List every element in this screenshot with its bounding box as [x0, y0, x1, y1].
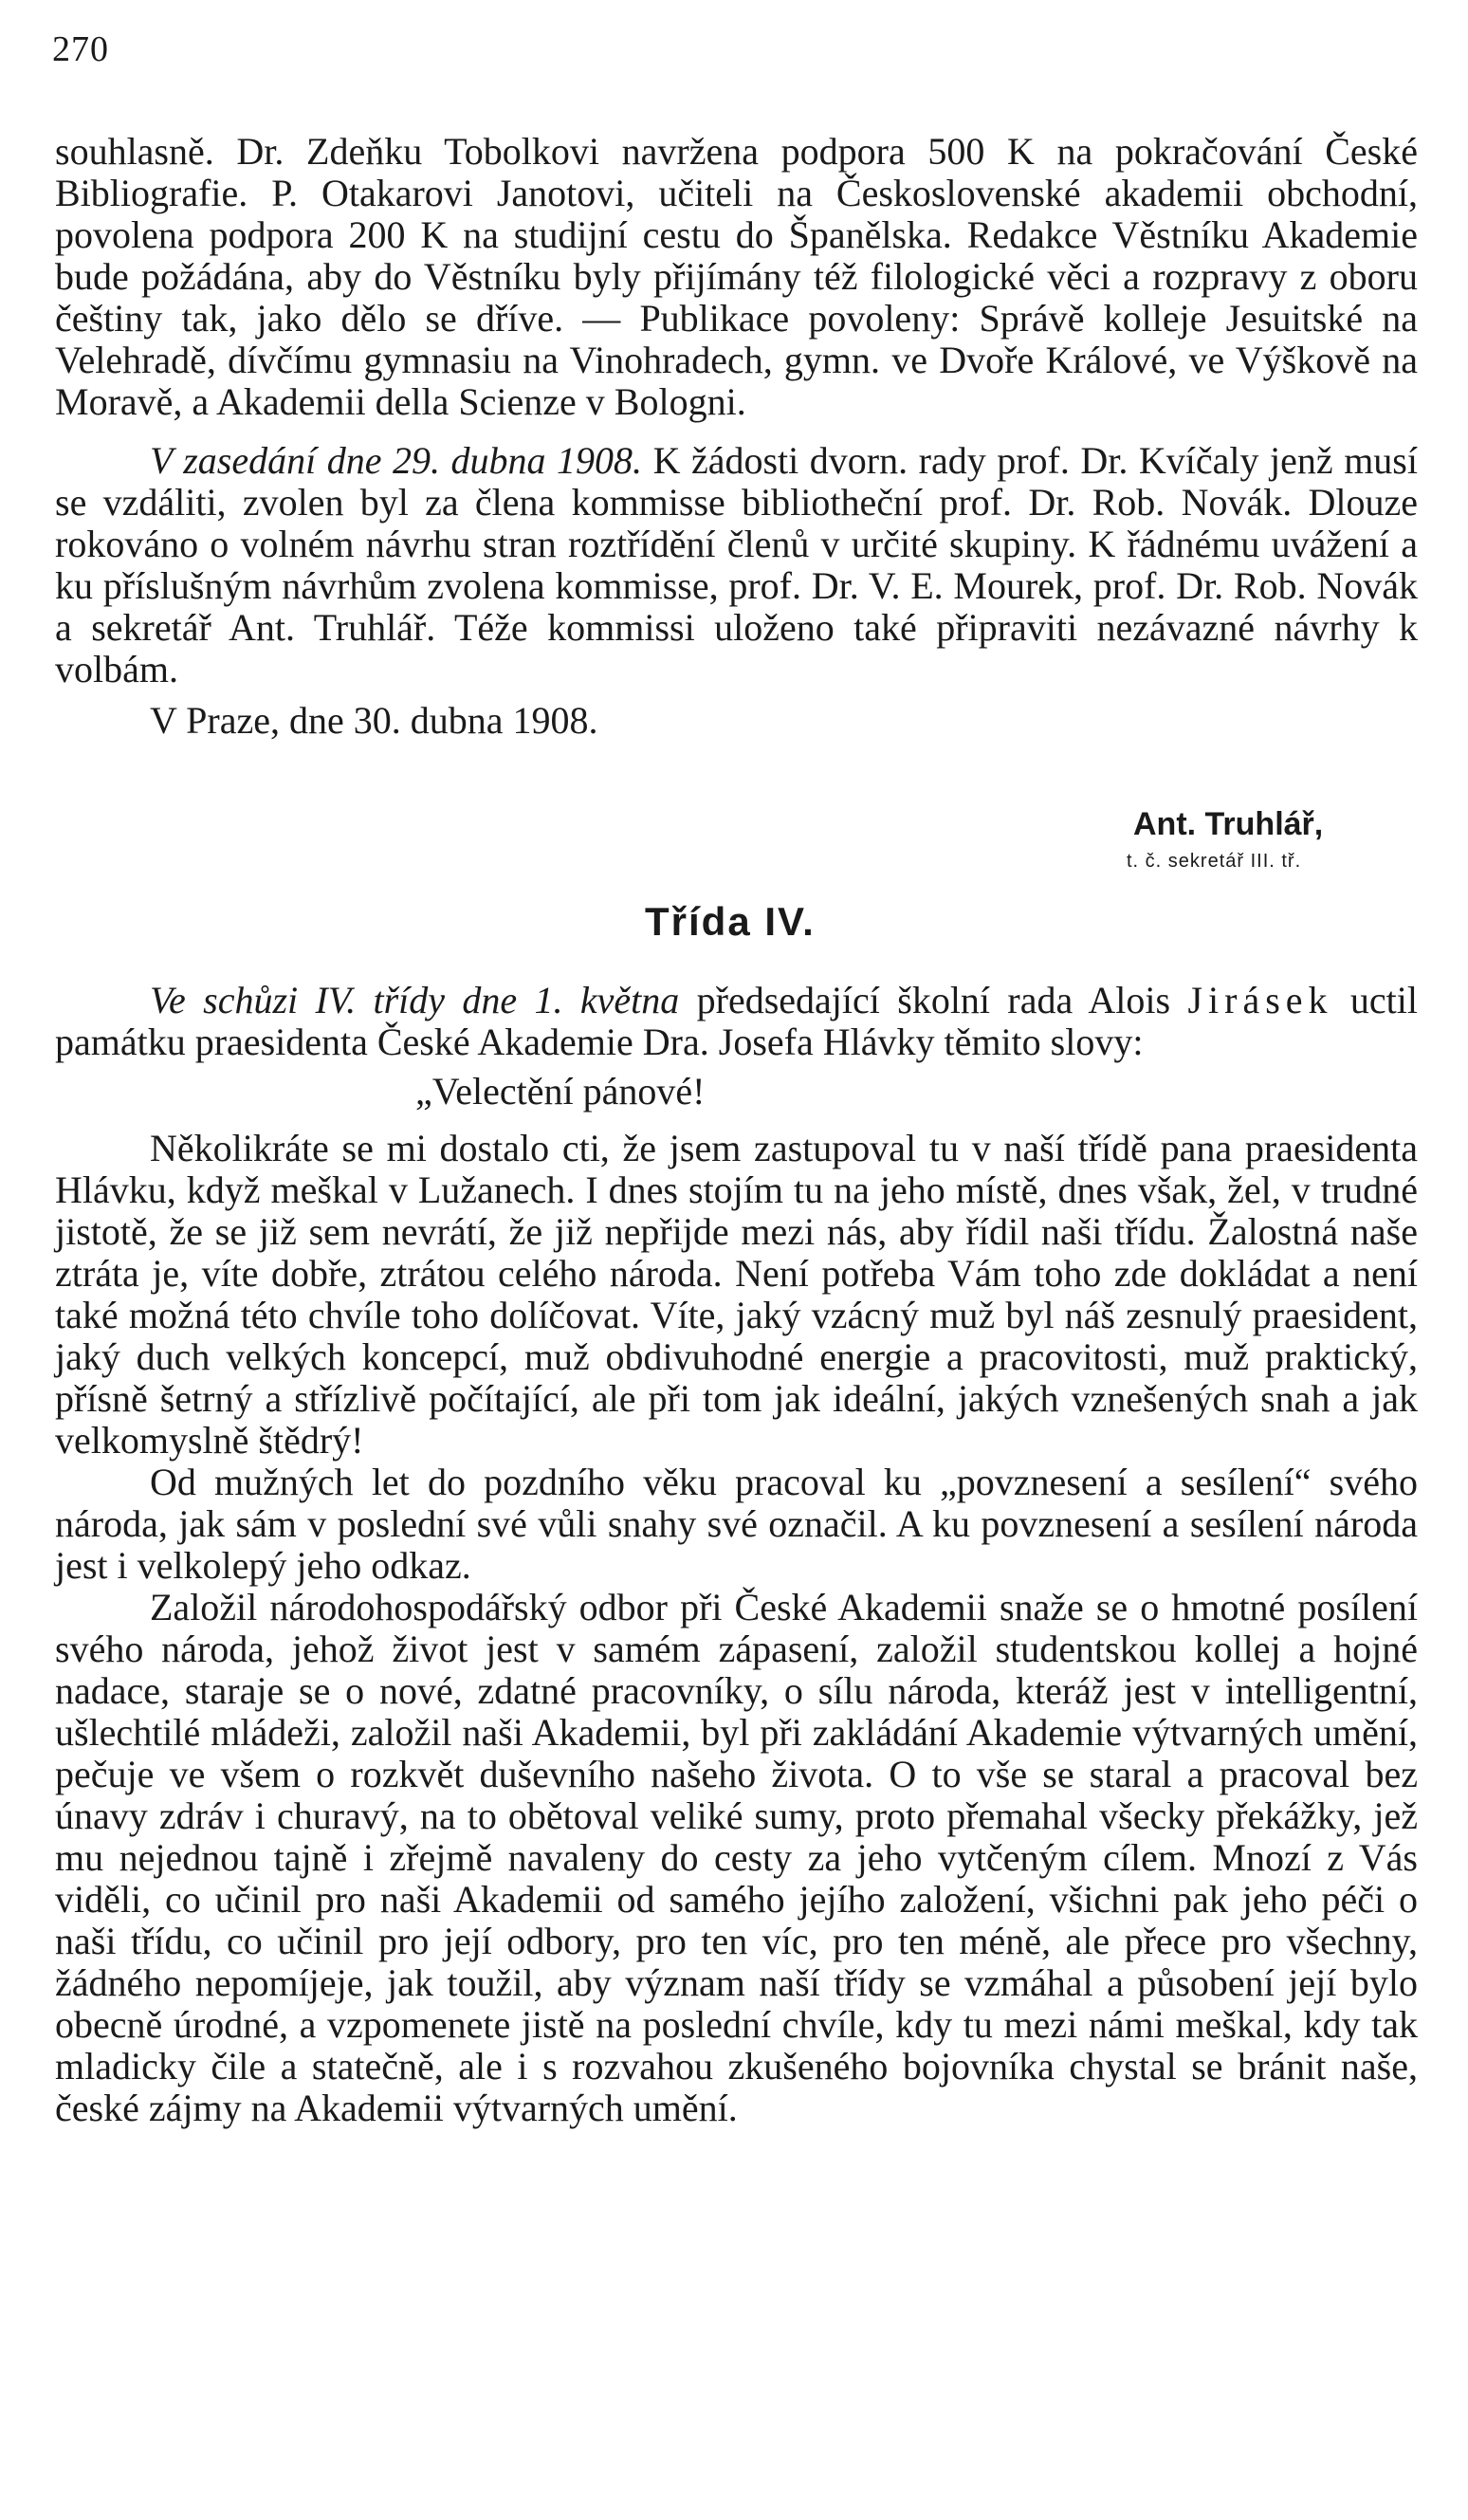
signature-name: Ant. Truhlář, [1133, 806, 1324, 842]
meeting-text: K žádosti dvorn. rady prof. Dr. Kvíčaly jenž musí se vzdáliti, zvolen byl za člena kommisse bibliotheční prof. Dr. Rob. Novák. Dlouze rokováno o volném návrhu stran roztřídění členů v určité skupiny. K řádnému uvážení a ku příslušným návrhům zvolena kommisse, prof. Dr. V. E. Mourek, prof. Dr. Rob. Novák a sekretář Ant. Truhlář. Téže kommissi uloženo také připraviti nezávazné návrhy k volbám. [55, 439, 1418, 690]
meeting-date-italic: V zasedání dne 29. dubna 1908. [150, 439, 643, 482]
section-heading: Třída IV. [645, 899, 816, 944]
class-meeting-italic: Ve schůzi IV. třídy dne 1. května [150, 979, 680, 1021]
class-meeting-text-b: uctil památku praesidenta České Akademie Dra. Josefa Hlávky těmito slovy: [55, 979, 1419, 1063]
paragraph-class-meeting [55, 980, 1418, 1063]
speech-paragraph-2: Od mužných let do pozdního věku pracoval ku „povznesení a sesílení“ svého národa, jak sám v poslední své vůli snahy své označil. A ku povznesení a sesílení národa jest i velkolepý jeho odkaz. [55, 1461, 1418, 1587]
place-date: V Praze, dne 30. dubna 1908. [150, 699, 598, 742]
upper-text-block [55, 131, 1418, 742]
paragraph-subsidies: souhlasně. Dr. Zdeňku Tobolkovi navržena podpora 500 K na pokračování České Bibliografie. P. Otakarovi Janotovi, učiteli na Československé akademii obchodní, povolena podpora 200 K na studijní cestu do Španělska. Redakce Věstníku Akademie bude požádána, aby do Věstníku byly přijímány též filologické věci a rozpravy z oboru češtiny tak, jako dělo se dříve. — Publikace povoleny: Správě kolleje Jesuitské na Velehradě, dívčímu gymnasiu na Vinohradech, gymn. ve Dvoře Králové, ve Výškově na Moravě, a Akademii della Scienze v Bologni. [55, 130, 1418, 423]
paragraph-meeting-april [55, 440, 1418, 690]
chairman-name: Jirásek [1187, 979, 1333, 1021]
speech-paragraph-1: Několikráte se mi dostalo cti, že jsem zastupoval tu v naší třídě pana praesidenta Hlávku, když meškal v Lužanech. I dnes stojím tu na jeho místě, dnes však, žel, v trudné jistotě, že se již sem nevrátí, že již nepřijde mezi nás, aby řídil naši třídu. Žalostná naše ztráta je, víte dobře, ztrátou celého národa. Není potřeba Vám toho zde dokládat a není také možná této chvíle toho dolíčovat. Víte, jaký vzácný muž byl náš zesnulý praesident, jaký duch velkých koncepcí, muž obdivuhodné energie a pracovitosti, muž praktický, přísně šetrný a střízlivě počítající, ale při tom jak ideální, jakých vznešených snah a jak velkomyslně štědrý! [55, 1127, 1418, 1462]
speech-greeting: „Velectění pánové! [415, 1070, 706, 1113]
lower-text-block [55, 980, 1418, 2129]
page-number: 270 [52, 29, 109, 69]
class-meeting-text-a: předsedající školní rada Alois [679, 979, 1188, 1021]
signature-title: t. č. sekretář III. tř. [1127, 851, 1302, 872]
speech-paragraph-3: Založil národohospodářský odbor při České Akademii snaže se o hmotné posílení svého národa, jehož život jest v samém zápasení, založil studentskou kollej a hojné nadace, staraje se o nové, zdatné pracovníky, o sílu národa, kteráž jest v intelligentní, ušlechtilé mládeži, založil naši Akademii, byl při zakládání Akademie výtvarných umění, pečuje ve všem o rozkvět duševního našeho života. O to vše se staral a pracoval bez únavy zdráv i churavý, na to obětoval veliké sumy, proto přemahal všecky překážky, jež mu nejednou tajně i zřejmě navaleny do cesty za jeho vytčeným cílem. Mnozí z Vás viděli, co učinil pro naši Akademii od samého jejího založení, všichni pak jeho péči o naši třídu, co učinil pro její odbory, pro ten víc, pro ten méně, ale přece pro všechny, žádného nepomíjeje, jak toužil, aby význam naší třídy se vzmáhal a působení její bylo obecně úrodné, a vzpomenete jistě na poslední chvíle, kdy tu mezi námi meškal, kdy tak mladicky čile a statečně, ale i s rozvahou zkušeného bojovníka chystal se bránit naše, české zájmy na Akademii výtvarných umění. [55, 1586, 1418, 2129]
